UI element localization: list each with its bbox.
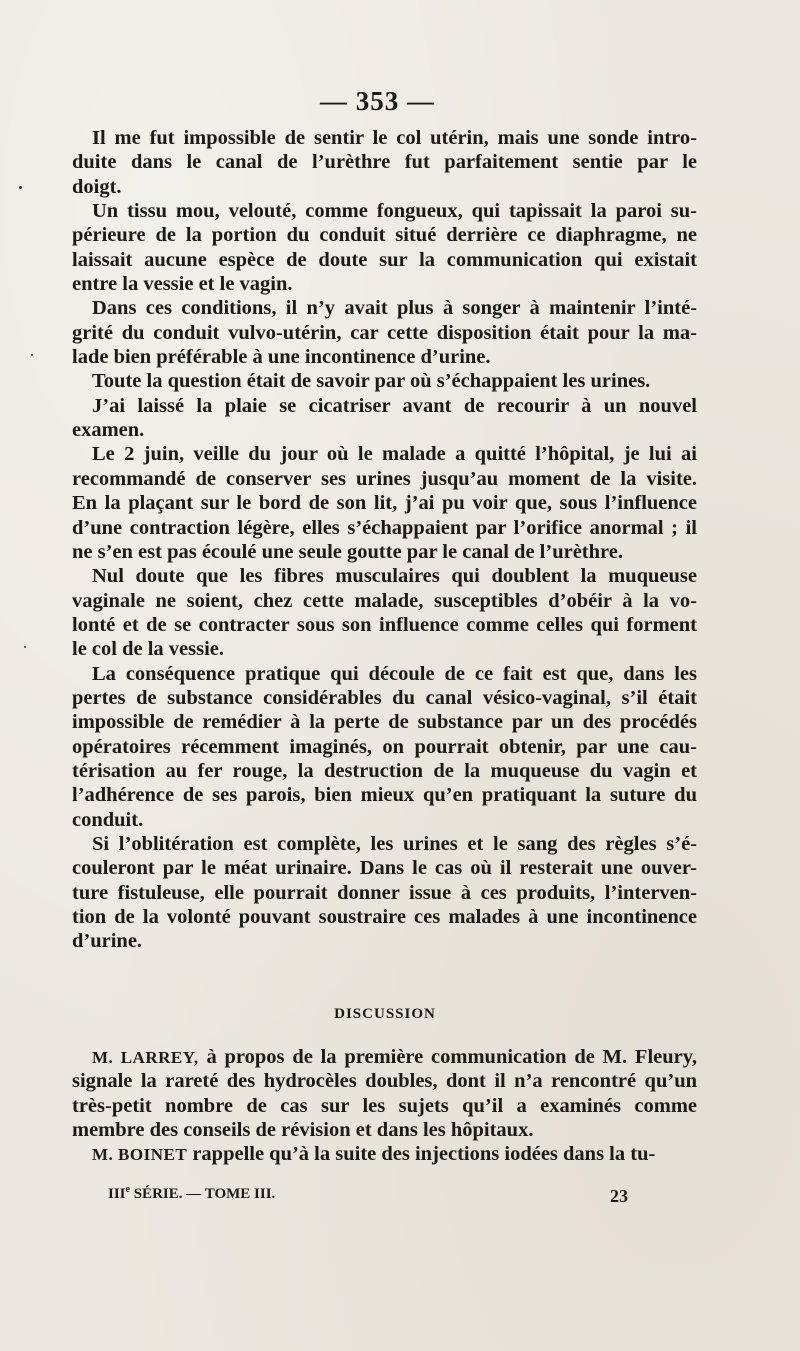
text-line: En la plaçant sur le bord de son lit, j’ai pu voir que, sous l’influence: [72, 492, 697, 515]
text-line: membre des conseils de révision et dans les hôpitaux.: [72, 1119, 534, 1142]
text-line: Si l’oblitération est complète, les urines et le sang des règles s’é-: [92, 832, 697, 855]
body-text-top: [72, 126, 697, 954]
text-line: examen.: [72, 419, 145, 442]
text-line: J’ai laissé la plaie se cicatriser avant de recourir à un nouvel: [92, 394, 697, 417]
text-line: opératoires récemment imaginés, on pourrait obtenir, par une cau-: [72, 735, 697, 758]
text-line: Il me fut impossible de sentir le col utérin, mais une sonde intro-: [92, 127, 697, 149]
paper-speck: [31, 354, 33, 356]
text-line: signale la rareté des hydrocèles doubles, dont il n’a rencontré qu’un: [72, 1070, 697, 1093]
footer-series-sup: e: [125, 1184, 130, 1195]
text-line: vaginale ne soient, chez cette malade, susceptibles d’obéir à la vo-: [72, 589, 697, 612]
paper-speck: [19, 186, 22, 189]
text-line: Un tissu mou, velouté, comme fongueux, qui tapissait la paroi su-: [92, 200, 697, 223]
text-line-content: rappelle qu’à la suite des injections iodées dans la tu-: [187, 1143, 656, 1166]
text-line: grité du conduit vulvo-utérin, car cette disposition était pour la ma-: [72, 321, 697, 344]
page-number: — 353 —: [320, 86, 435, 116]
text-line: térisation au fer rouge, la destruction de la muqueuse du vagin et: [72, 759, 697, 782]
text-line: tion de la volonté pouvant soustraire ces malades à une incontinence: [72, 906, 697, 928]
body-text-bottom: [72, 1045, 697, 1167]
text-line: entre la vessie et le vagin.: [72, 273, 293, 296]
text-line: recommandé de conserver ses urines jusqu’au moment de la visite.: [72, 467, 697, 490]
text-line: le col de la vessie.: [72, 638, 225, 661]
paper-speck: [24, 646, 26, 648]
footer-series-text: SÉRIE. — TOME III.: [129, 1186, 276, 1202]
footer-series-roman: III: [108, 1186, 126, 1202]
text-line: d’une contraction légère, elles s’échappaient par l’orifice anormal ; il: [72, 516, 697, 539]
text-line: très-petit nombre de cas sur les sujets qu’il a examinés comme: [72, 1094, 697, 1117]
text-line: pertes de substance considérables du canal vésico-vaginal, s’il était: [72, 686, 697, 709]
page-footer: [108, 1186, 628, 1207]
text-line: Nul doute que les fibres musculaires qui doublent la muqueuse: [92, 565, 697, 588]
text-line: Le 2 juin, veille du jour où le malade a quitté l’hôpital, je lui ai: [92, 443, 697, 466]
text-line: La conséquence pratique qui découle de ce fait est que, dans les: [92, 662, 697, 685]
text-line: impossible de remédier à la perte de substance par un des procédés: [72, 711, 697, 734]
text-line: l’adhérence de ses parois, bien mieux qu’en pratiquant la suture du: [72, 784, 697, 807]
text-line: [72, 1045, 697, 1069]
text-line: couleront par le méat urinaire. Dans le cas où il resterait une ouver-: [72, 857, 697, 880]
text-line: Dans ces conditions, il n’y avait plus à songer à maintenir l’inté-: [92, 297, 697, 320]
footer-series: [108, 1186, 275, 1207]
text-line: Toute la question était de savoir par où s’échappaient les urines.: [92, 370, 651, 393]
text-line: lonté et de se contracter sous son influence comme celles qui forment: [72, 613, 697, 636]
footer-sheet-number: 23: [610, 1186, 628, 1206]
text-line: ture fistuleuse, elle pourrait donner issue à ces produits, l’interven-: [72, 881, 697, 904]
speaker-name: M. BOINET: [92, 1145, 188, 1165]
text-line: lade bien préférable à une incontinence d’urine.: [72, 346, 491, 369]
text-line: duite dans le canal de l’urèthre fut parfaitement sentie par le: [72, 151, 697, 174]
text-line: conduit.: [72, 808, 144, 831]
text-line: doigt.: [72, 175, 122, 198]
text-line: [72, 1142, 697, 1166]
text-line: d’urine.: [72, 930, 143, 953]
text-line-content: à propos de la première communication de M. Fleury,: [198, 1046, 697, 1068]
section-heading-discussion: DISCUSSION: [334, 1006, 436, 1022]
text-line: laissait aucune espèce de doute sur la communication qui existait: [72, 248, 697, 271]
speaker-name: M. LARREY,: [92, 1048, 199, 1067]
text-line: ne s’en est pas écoulé une seule goutte par le canal de l’urèthre.: [72, 540, 623, 563]
text-line: périeure de la portion du conduit situé derrière ce diaphragme, ne: [72, 224, 697, 247]
